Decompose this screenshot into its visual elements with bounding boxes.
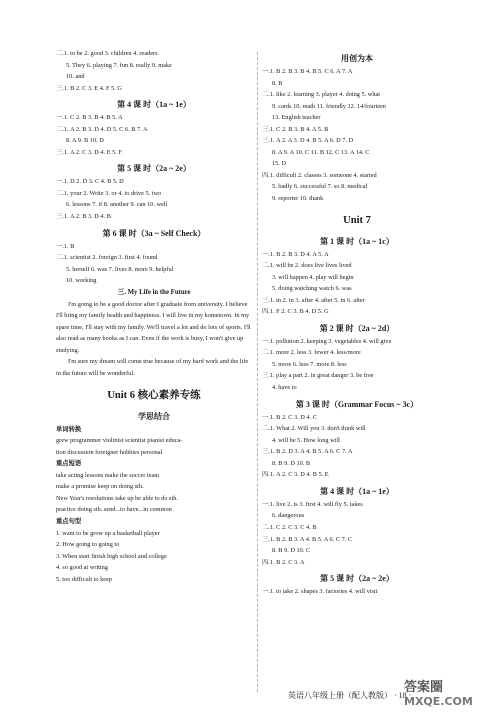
answer-line: 三.1. play a part 2. in great danger 3. be free bbox=[262, 372, 374, 380]
section-heading: 第 5 课 时（2a ~ 2e） bbox=[117, 164, 191, 174]
answer-line: 一.1. live 2. is 3. first 4. will fly 5. takes bbox=[262, 500, 363, 508]
watermark-top: 答案圈 bbox=[404, 680, 444, 695]
answer-line: 三.1. A 2. C 3. D 4. E 5. F bbox=[56, 148, 122, 156]
answer-line: 一.1. pollution 2. keeping 3. vegetables 4. will give bbox=[262, 337, 392, 345]
answer-line: 二.1. more 2. less 3. fewer 4. less/more bbox=[262, 349, 361, 357]
essay-paragraph-text: I'm sure my dream will come true because of my hard work and the life in the future will be wonderful. bbox=[56, 358, 249, 378]
category-label: 单词转换 bbox=[56, 425, 82, 433]
answer-line: 9. cards 10. math 11. friendly 12. 14/fourteen bbox=[272, 102, 386, 110]
answer-line: 8. A 9. A 10. C 11. B 12. C 13. A 14. C bbox=[272, 148, 370, 156]
category-label: 重点句型 bbox=[56, 517, 82, 525]
answer-line: 3. When start finish high school and college bbox=[56, 552, 167, 560]
answer-line: 二.1. What 2. Will you 3. don't think will bbox=[262, 425, 366, 433]
answer-line: 5. doing watching watch 6. was bbox=[272, 285, 352, 293]
answer-line: 一.1. B 2. B 3. B 4. B 5. C 6. A 7. A bbox=[262, 68, 353, 75]
answer-line: 一.1. B 2. C 3. D 4. C bbox=[262, 413, 317, 421]
answer-line: 四.1. A 2. C 3. D 4. B 5. E bbox=[262, 471, 329, 479]
section-heading: 学思结合 bbox=[138, 411, 170, 421]
section-heading: 第 5 课 时（2a ~ 2e） bbox=[320, 574, 394, 584]
answer-line: 13. English teacher bbox=[272, 114, 321, 122]
section-heading: 用创为本 bbox=[341, 54, 373, 63]
answer-line: 二.1. will be 2. does live lives lived bbox=[262, 262, 352, 270]
section-heading: 第 1 课 时（1a ~ 1c） bbox=[320, 236, 394, 246]
answer-line: 二.1. scientist 2. foreign 3. first 4. found bbox=[56, 254, 158, 262]
answer-line: 四.1. B 2. C 3. A bbox=[262, 558, 305, 566]
answer-line: 一.1. to take 2. shapes 3. factories 4. will visit bbox=[262, 588, 378, 596]
essay-paragraph-text: I'm going to be a good doctor after I graduate from university. I believe I'll bring my family health and happiness. I will live in my hometown. In my spare time, I'll stay with my family. We'll travel a lot and do lots of sports. I'll also read as many books as I can. Even if the work is busy, I won't give up studying. bbox=[56, 300, 251, 354]
answer-line: 一.1. D 2. D 3. C 4. B 5. D bbox=[56, 178, 124, 186]
unit-heading: Unit 7 bbox=[343, 214, 371, 226]
answer-line: 5. more 6. less 7. more 8. less bbox=[272, 360, 347, 368]
answer-line: 8. B 9. D 10. B bbox=[272, 459, 311, 467]
answer-line: 四.1. difficult 2. classes 3. someone 4. started bbox=[262, 171, 377, 179]
answer-line: New Year's resolutions take up be able to do sth. bbox=[56, 494, 178, 502]
answer-line: 二.1. A 2. B 3. D 4. D 5. C 6. B 7. A bbox=[56, 125, 148, 133]
section-heading: 第 6 课 时（3a ~ Self Check） bbox=[102, 228, 206, 238]
answer-line: 8. B bbox=[272, 79, 283, 87]
answer-line: 三.1. A 2. B 3. D 4. B bbox=[56, 213, 111, 221]
answer-line: 10. and bbox=[66, 73, 85, 81]
answer-line: 3. will happen 4. play will begin bbox=[272, 273, 354, 281]
answer-line: 二.1. your 2. Write 3. or 4. to drive 5. two bbox=[56, 189, 162, 197]
answer-line: 9. reporter 10. thank bbox=[272, 195, 324, 203]
answer-line: 二.1. to be 2. good 3. children 4. readers bbox=[56, 50, 158, 57]
section-heading: 第 4 课 时（1a ~ 1e） bbox=[320, 486, 394, 496]
section-heading: 第 4 课 时（1a ~ 1e） bbox=[117, 100, 191, 110]
answer-line: 1. want to be grow up a basketball player bbox=[56, 529, 160, 537]
answer-line: 5. too difficult to keep bbox=[56, 575, 113, 583]
answer-line: 5. herself 6. was 7. lives 8. more 9. helpful bbox=[66, 265, 174, 273]
section-heading: 第 3 课 时（Grammar Focus ~ 3c） bbox=[295, 399, 419, 409]
answer-line: grew programmer violinist scientist pianist educa- bbox=[56, 437, 183, 445]
answer-line: 5. badly 6. successful 7. so 8. medical bbox=[272, 183, 368, 191]
answer-line: 8. A 9. B 10. D bbox=[66, 137, 104, 145]
essay-paragraph bbox=[56, 356, 252, 379]
answer-line: 2. How going to going to bbox=[56, 541, 120, 549]
right-column bbox=[262, 48, 452, 598]
answer-line: take acting lessons make the soccer team bbox=[56, 471, 160, 479]
essay-paragraph bbox=[56, 299, 252, 357]
unit-heading: Unit 6 核心素养专练 bbox=[107, 389, 201, 401]
answer-line: 4. have to bbox=[272, 384, 297, 392]
answer-line: 一.1. C 2. B 3. B 4. B 5. A bbox=[56, 114, 123, 122]
essay-title: 三. My Life in the Future bbox=[117, 288, 191, 296]
answer-line: 6. dangerous bbox=[272, 512, 305, 520]
answer-line: 6. lessons 7. if 8. another 9. can 10. well bbox=[66, 201, 168, 209]
answer-line: tion discussion foreigner hobbies personal bbox=[56, 448, 163, 456]
answer-line: 三.1. B 2. B 3. A 4. B 5. A 6. C 7. C bbox=[262, 535, 353, 543]
section-heading: 第 2 课 时（2a ~ 2d） bbox=[319, 323, 395, 333]
category-label: 重点短语 bbox=[56, 460, 82, 468]
page-footer: 英语八年级上册（配人教版） · 18 · bbox=[288, 691, 412, 700]
answer-line: practice doing sth. send...to have...in common bbox=[56, 506, 172, 514]
answer-line: 5. They 6. playing 7. fun 8. really 9. make bbox=[66, 61, 172, 69]
answer-line: 15. D bbox=[272, 160, 286, 168]
answer-line: 四.1. F 2. C 3. B 4. D 5. G bbox=[262, 308, 329, 316]
answer-line: 三.1. in 2. in 3. after 4. after 5. in 6. after bbox=[262, 296, 365, 304]
answer-line: 三.1. C 2. B 3. B 4. A 5. B bbox=[262, 125, 329, 133]
answer-line: 10. working bbox=[66, 277, 97, 285]
answer-line: 8. B 9. D 10. C bbox=[272, 547, 311, 555]
answer-line: 一.1. B bbox=[56, 242, 75, 250]
answer-line: 三.1. B 2. D 3. A 4. B 5. A 6. C 7. A bbox=[262, 448, 353, 456]
answer-line: 4. will be 5. How long will bbox=[272, 436, 340, 444]
watermark-logo bbox=[404, 676, 500, 718]
answer-line: 二.1. like 2. learning 3. player 4. doing 5. what bbox=[262, 91, 381, 99]
left-column bbox=[56, 48, 252, 585]
watermark-bottom: MXQE.COM bbox=[404, 695, 473, 708]
answer-line: make a promise keep on doing sth. bbox=[56, 483, 144, 491]
column-divider bbox=[257, 52, 258, 692]
answer-line: 三.1. A 2. A 3. D 4. B 5. A 6. D 7. D bbox=[262, 137, 354, 145]
answer-line: 4. so good at writing bbox=[56, 564, 108, 572]
answer-line: 三.1. B 2. C 3. E 4. F 5. G bbox=[56, 84, 122, 92]
answer-line: 一.1. B 2. B 3. D 4. A 5. A bbox=[262, 250, 329, 258]
answer-line: 二.1. C 2. C 3. C 4. B bbox=[262, 523, 317, 531]
